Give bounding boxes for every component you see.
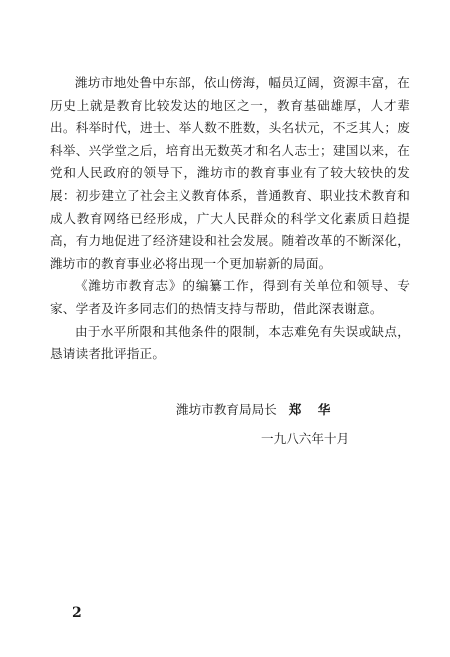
signature-block — [176, 400, 336, 420]
paragraph-3: 由于水平所限和其他条件的限制，本志难免有失误或缺点，恳请读者批评指正。 — [50, 323, 410, 362]
preface-body — [50, 72, 410, 366]
signature-date: 一九八六年十月 — [261, 431, 350, 446]
page-number: 2 — [72, 605, 82, 621]
paragraph-2: 《潍坊市教育志》的编纂工作，得到有关单位和领导、专家、学者及许多同志们的热情支持与帮助，借此深表谢意。 — [50, 278, 410, 316]
signature-line — [176, 400, 336, 420]
signature-name: 郑 华 — [288, 402, 337, 417]
paragraph-1: 潍坊市地处鲁中东部，依山傍海，幅员辽阔，资源丰富，在历史上就是教育比较发达的地区之一，教育基础雄厚，人才辈出。科举时代，进士、举人数不胜数，头名状元，不乏其人；废科举、兴学堂之后，培育出无数英才和名人志士；建国以来，在党和人民政府的领导下，潍坊市的教育事业有了较大较快的发展：初步建立了社会主义教育体系，普通教育、职业技术教育和成人教育网络已经形成，广大人民群众的科学文化素质日趋提高，有力地促进了经济建设和社会发展。随着改革的不断深化，潍坊市的教育事业必将出现一个更加崭新的局面。 — [50, 75, 410, 271]
signature-title: 潍坊市教育局局长 — [176, 402, 277, 417]
